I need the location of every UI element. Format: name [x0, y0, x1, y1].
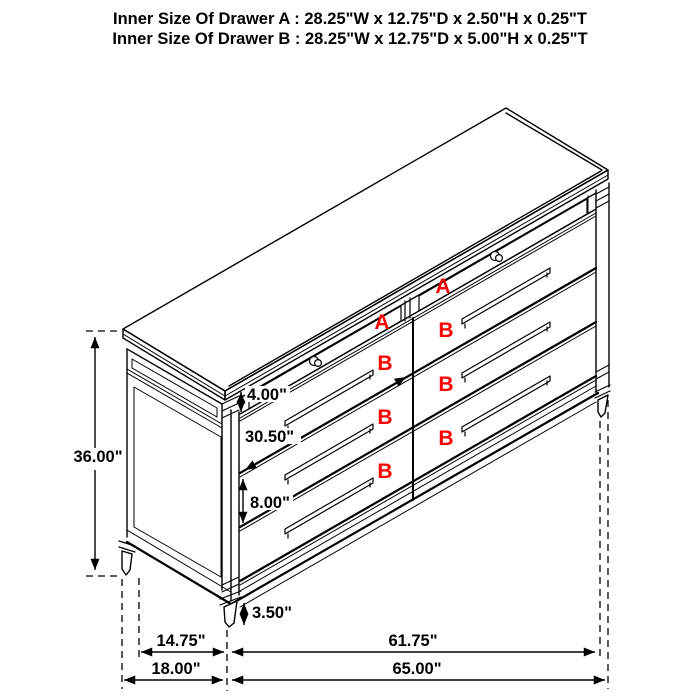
label-drawer-b1-left: B: [377, 352, 393, 375]
label-drawer-b2-right: B: [438, 373, 454, 396]
front-right-post: [588, 183, 610, 417]
label-leg-height: 3.50": [252, 604, 292, 622]
label-drawer-width: 30.50": [245, 428, 295, 446]
label-drawer-b3-left: B: [377, 460, 393, 483]
label-drawer-a-left: A: [374, 311, 390, 334]
label-leg-span-width: 61.75": [388, 632, 438, 650]
label-drawer-b1-right: B: [438, 319, 454, 342]
drawer-a-right-knob: [491, 252, 503, 262]
drawer-column-divider: [405, 298, 413, 500]
dimension-labels: [73, 386, 441, 678]
label-drawer-b-height: 8.00": [250, 494, 290, 512]
drawer-a-left-knob: [310, 357, 322, 367]
label-leg-inset-depth: 14.75": [156, 632, 206, 650]
front-left-post: [220, 396, 241, 627]
label-overall-height: 36.00": [73, 448, 123, 466]
drawer-b-inner-size: Inner Size Of Drawer B : 28.25"W x 12.75"D x 5.00"H x 0.25"T: [112, 30, 588, 48]
label-drawer-b2-left: B: [377, 406, 393, 429]
drawer-a-inner-size: Inner Size Of Drawer A : 28.25"W x 12.75"D x 2.50"H x 0.25"T: [113, 10, 587, 28]
left-side-panel: [127, 349, 231, 604]
label-overall-depth: 18.00": [151, 660, 201, 678]
label-overall-width: 65.00": [392, 660, 442, 678]
label-drawer-b3-right: B: [438, 427, 454, 450]
label-drawer-a-right: A: [435, 275, 451, 298]
label-drawer-a-height: 4.00": [247, 386, 287, 404]
